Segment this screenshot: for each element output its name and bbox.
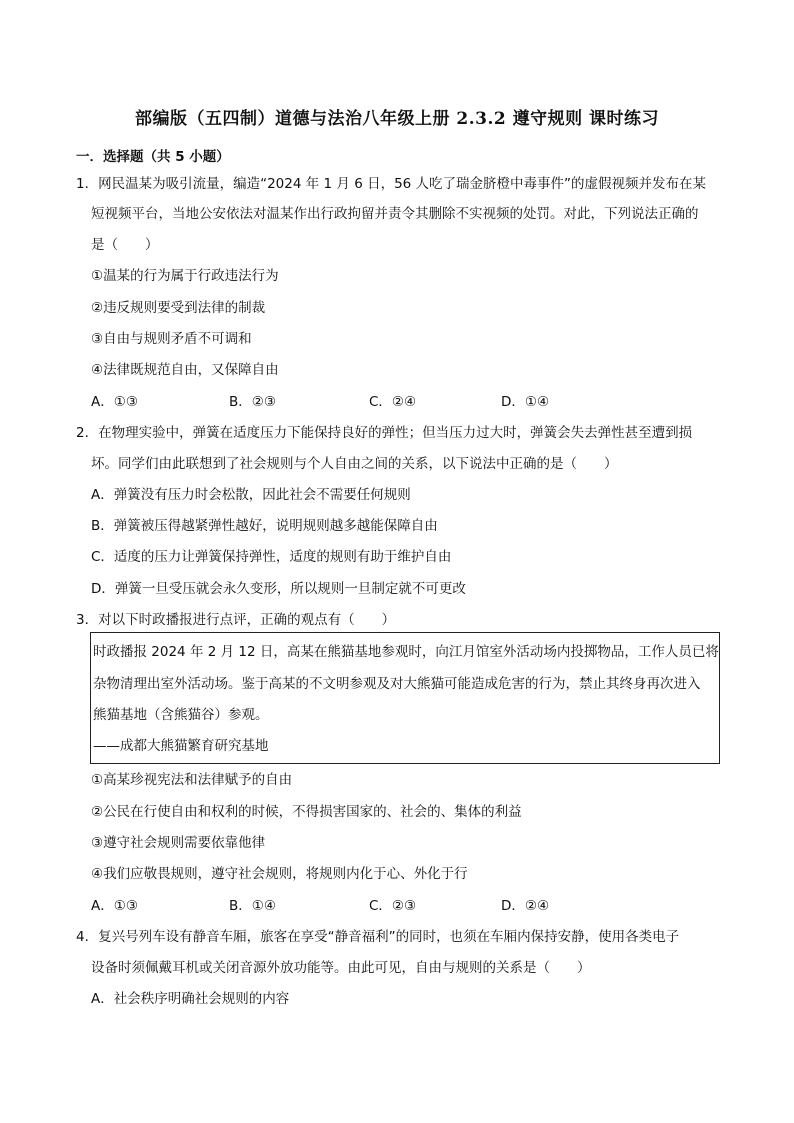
news-box-line-2: 杂物清理出室外活动场。鉴于高某的不文明参观及对大熊猫可能造成危害的行为，禁止其终身再次进入	[93, 676, 701, 692]
question-1-option-c: C．②④	[369, 394, 417, 410]
news-box-line-1: 时政播报 2024 年 2 月 12 日，高某在熊猫基地参观时，向江月馆室外活动场内投掷物品，工作人员已将	[93, 644, 719, 660]
news-box-line-3: 熊猫基地（含熊猫谷）参观。	[93, 707, 269, 723]
question-3-option-d: D．②④	[501, 898, 550, 914]
question-2-choice-a: A．弹簧没有压力时会松散，因此社会不需要任何规则	[91, 487, 411, 503]
question-2-choice-b: B．弹簧被压得越紧弹性越好，说明规则越多越能保障自由	[91, 518, 438, 534]
question-3-statement-1: ①高某珍视宪法和法律赋予的自由	[91, 772, 293, 788]
question-1-line-1: 1．网民温某为吸引流量，编造“2024 年 1 月 6 日，56 人吃了瑞金脐橙中毒事件”的虚假视频并发布在某	[76, 176, 707, 192]
news-box-source: ——成都大熊猫繁育研究基地	[93, 738, 269, 754]
question-3-option-b: B．①④	[229, 898, 276, 914]
question-4-line-2: 设备时须佩戴耳机或关闭音源外放功能等。由此可见，自由与规则的关系是（ ）	[91, 960, 591, 976]
question-1-statement-1: ①温某的行为属于行政违法行为	[91, 268, 279, 284]
question-3-statement-4: ④我们应敬畏规则，遵守社会规则，将规则内化于心、外化于行	[91, 866, 468, 882]
section-heading: 一．选择题（共 5 小题）	[76, 149, 230, 165]
question-3-option-c: C．②③	[369, 898, 417, 914]
question-2-choice-d: D．弹簧一旦受压就会永久变形，所以规则一旦制定就不可更改	[91, 581, 466, 597]
question-2-line-2: 坏。同学们由此联想到了社会规则与个人自由之间的关系，以下说法中正确的是（ ）	[91, 456, 618, 472]
question-1-statement-2: ②违反规则要受到法律的制裁	[91, 300, 266, 316]
question-1-option-d: D．①④	[501, 394, 550, 410]
question-4-line-1: 4．复兴号列车设有静音车厢，旅客在享受“静音福利”的同时，也须在车厢内保持安静，使用各类电子	[76, 929, 680, 945]
question-1-option-a: A．①③	[91, 394, 138, 410]
question-3-statement-2: ②公民在行使自由和权利的时候，不得损害国家的、社会的、集体的利益	[91, 804, 522, 820]
page-title: 部编版（五四制）道德与法治八年级上册 2.3.2 遵守规则 课时练习	[134, 109, 660, 129]
question-1-statement-4: ④法律既规范自由，又保障自由	[91, 362, 279, 378]
question-1-line-2: 短视频平台，当地公安依法对温某作出行政拘留并责令其删除不实视频的处罚。对此，下列说法正确的	[91, 206, 699, 222]
question-2-line-1: 2．在物理实验中，弹簧在适度压力下能保持良好的弹性；但当压力过大时，弹簧会失去弹性甚至遭到损	[76, 425, 693, 441]
question-3-option-a: A．①③	[91, 898, 138, 914]
question-4-choice-a: A．社会秩序明确社会规则的内容	[91, 991, 290, 1007]
question-1-option-b: B．②③	[229, 394, 276, 410]
question-2-choice-c: C．适度的压力让弹簧保持弹性，适度的规则有助于维护自由	[91, 549, 452, 565]
question-3-line-1: 3．对以下时政播报进行点评，正确的观点有（ ）	[76, 612, 396, 628]
question-1-statement-3: ③自由与规则矛盾不可调和	[91, 331, 252, 347]
question-3-statement-3: ③遵守社会规则需要依靠他律	[91, 835, 266, 851]
question-1-line-3: 是（ ）	[91, 237, 159, 253]
